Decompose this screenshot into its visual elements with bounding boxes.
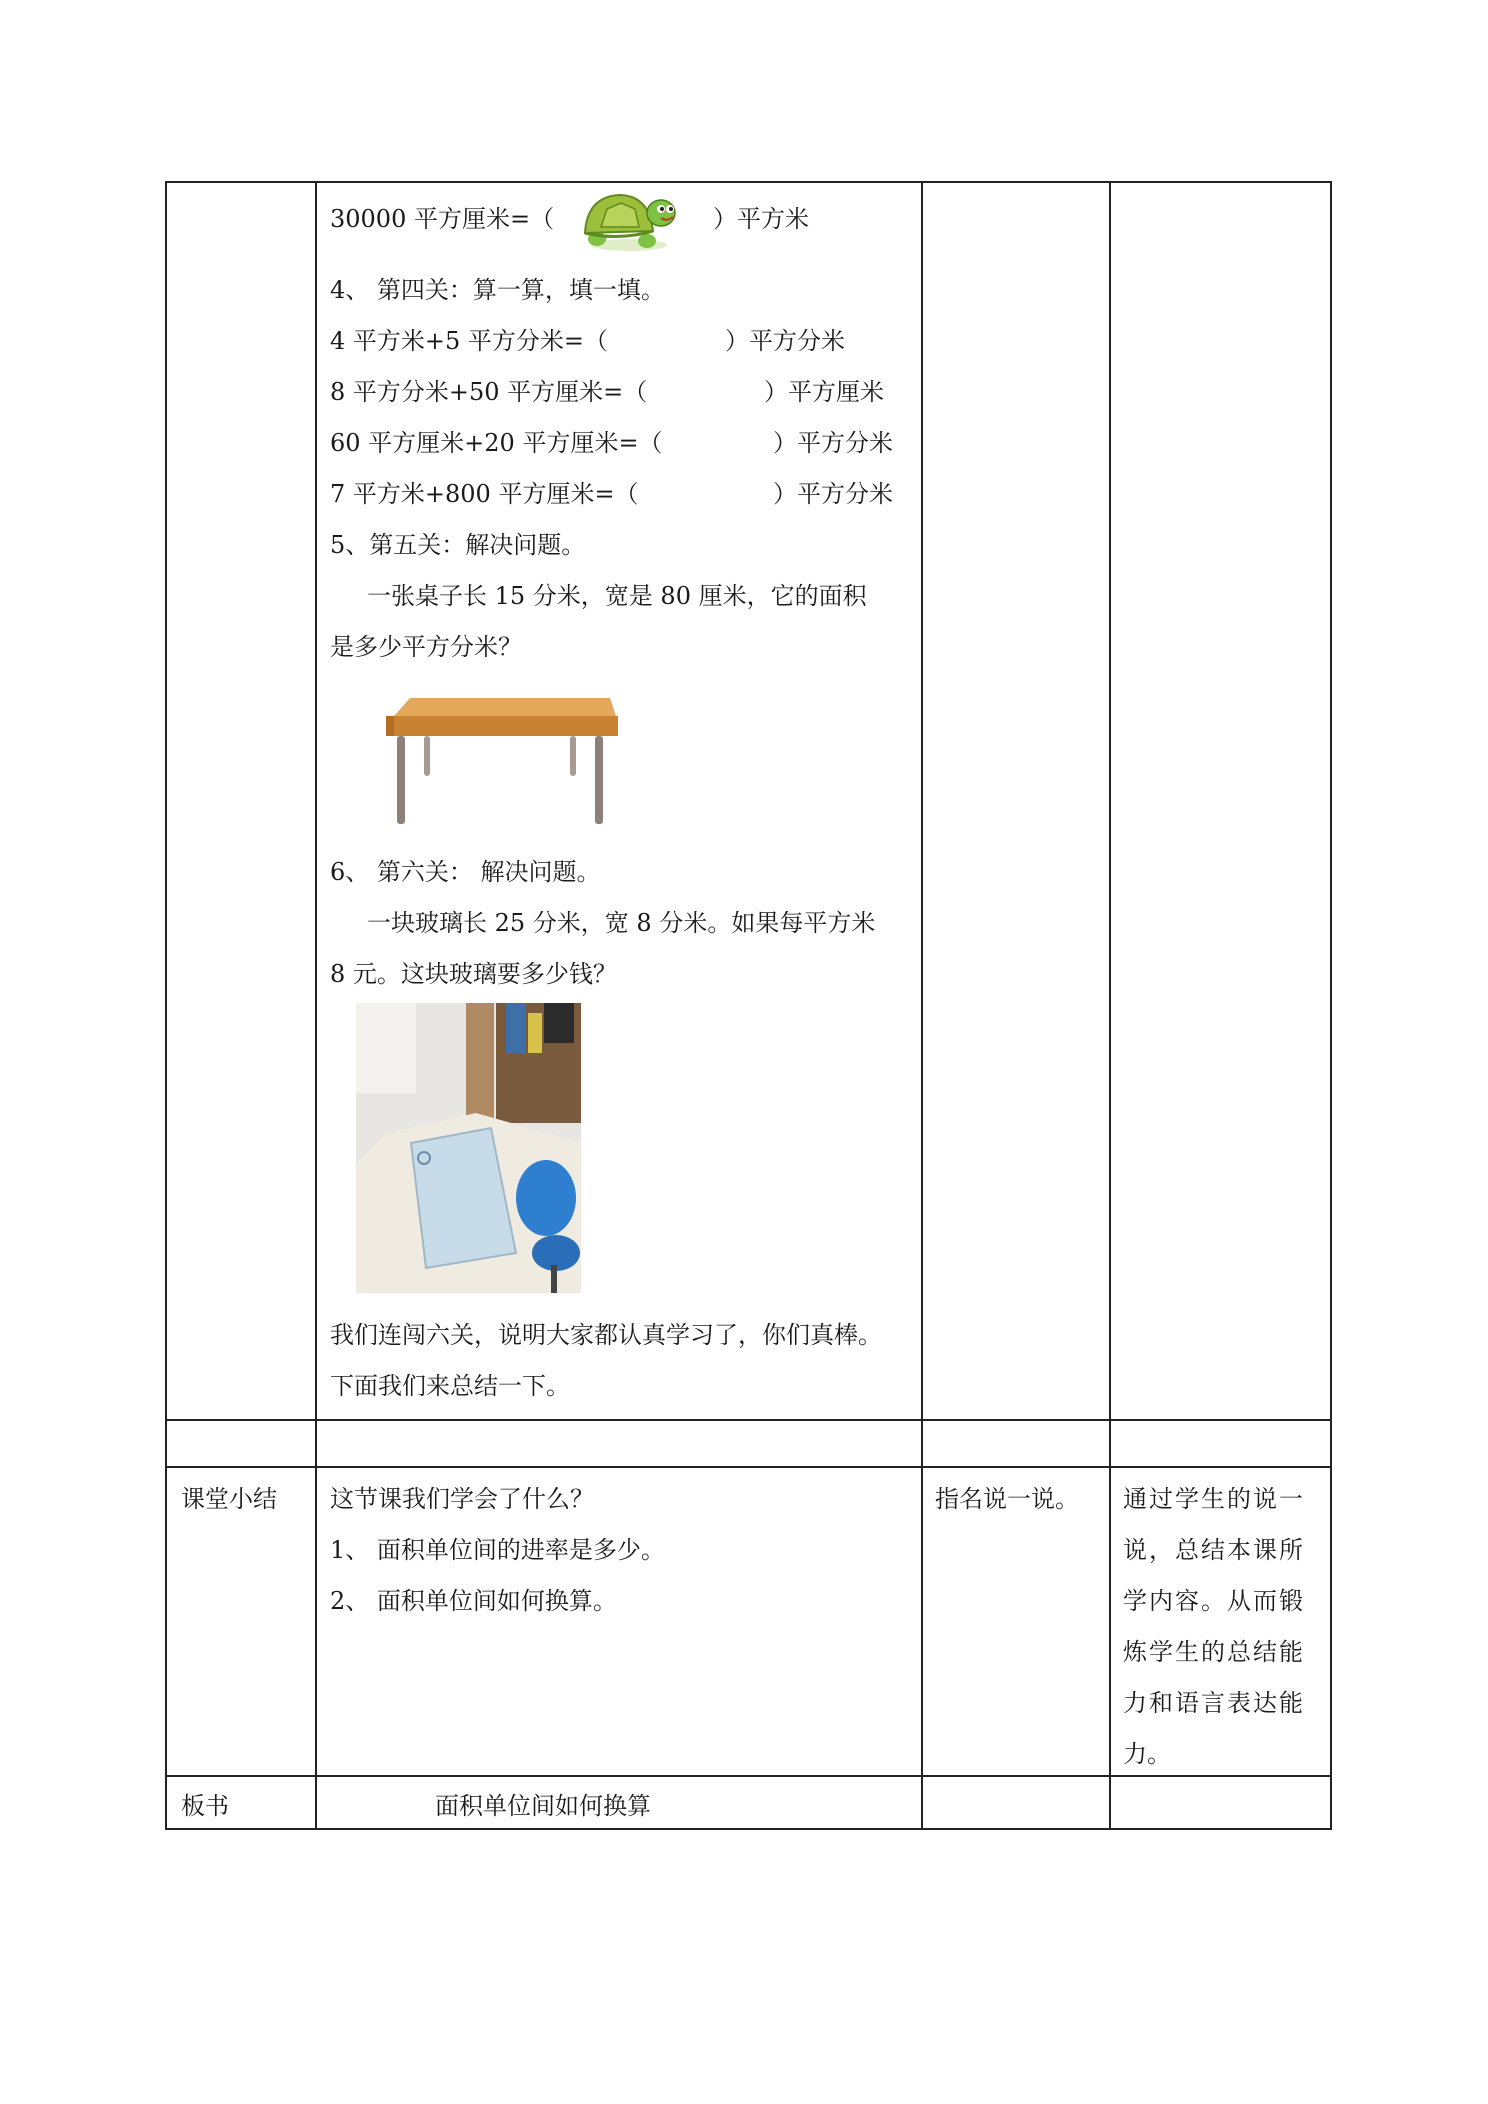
- table-border-top: [165, 181, 1332, 183]
- q5-text-line1: 一张桌子长 15 分米，宽是 80 厘米，它的面积: [367, 582, 867, 610]
- summary-intent-line-5: 力和语言表达能: [1123, 1689, 1305, 1717]
- q6-text-line2: 8 元。这块玻璃要多少钱？: [330, 960, 617, 988]
- q4-item-3-left: 60 平方厘米+20 平方厘米=（: [330, 429, 663, 457]
- summary-intent-line-3: 学内容。从而锻: [1123, 1587, 1305, 1615]
- glass-desk-photo-icon: [356, 1003, 581, 1293]
- q5-title: 5、第五关：解决问题。: [330, 531, 586, 559]
- row-divider-3: [165, 1775, 1332, 1777]
- summary-intent-line-6: 力。: [1123, 1740, 1171, 1768]
- closing-line-2: 下面我们来总结一下。: [330, 1372, 570, 1400]
- q4-item-3-right: ）平方分米: [773, 429, 893, 457]
- q4-item-1-right: ）平方分米: [725, 327, 845, 355]
- lesson-plan-table: [165, 181, 1332, 1829]
- q4-item-2-left: 8 平方分米+50 平方厘米=（: [330, 378, 648, 406]
- summary-point-2: 2、 面积单位间如何换算。: [330, 1587, 617, 1615]
- summary-label: 课堂小结: [181, 1485, 277, 1513]
- summary-student-activity: 指名说一说。: [935, 1485, 1079, 1513]
- summary-intent-line-2: 说，总结本课所: [1123, 1536, 1305, 1564]
- q3-item-left: 30000 平方厘米=（: [330, 205, 555, 233]
- table-border-left: [165, 181, 167, 1829]
- row-divider-2: [165, 1466, 1332, 1468]
- board-content: 面积单位间如何换算: [435, 1792, 651, 1820]
- q4-title: 4、 第四关：算一算，填一填。: [330, 276, 665, 304]
- column-divider-1: [315, 181, 317, 1829]
- table-border-bottom: [165, 1828, 1332, 1830]
- closing-line-1: 我们连闯六关，说明大家都认真学习了，你们真棒。: [330, 1321, 882, 1349]
- board-label: 板书: [181, 1792, 229, 1820]
- q4-item-4-right: ）平方分米: [773, 480, 893, 508]
- q6-title: 6、 第六关： 解决问题。: [330, 858, 601, 886]
- q4-item-1-left: 4 平方米+5 平方分米=（: [330, 327, 609, 355]
- column-divider-3: [1109, 181, 1111, 1829]
- q4-item-2-right: ）平方厘米: [764, 378, 884, 406]
- column-divider-2: [921, 181, 923, 1829]
- desk-illustration-icon: [380, 694, 620, 829]
- row-divider-1: [165, 1419, 1332, 1421]
- q6-text-line1: 一块玻璃长 25 分米，宽 8 分米。如果每平方米: [367, 909, 876, 937]
- q3-item-right: ）平方米: [713, 205, 809, 233]
- summary-intent-line-4: 炼学生的总结能: [1123, 1638, 1305, 1666]
- q3-item: [330, 199, 554, 234]
- q4-item-4-left: 7 平方米+800 平方厘米=（: [330, 480, 639, 508]
- summary-question: 这节课我们学会了什么？: [330, 1485, 594, 1513]
- q5-text-line2: 是多少平方分米？: [330, 633, 522, 661]
- summary-point-1: 1、 面积单位间的进率是多少。: [330, 1536, 665, 1564]
- summary-intent-line-1: 通过学生的说一: [1123, 1485, 1305, 1513]
- table-border-right: [1330, 181, 1332, 1829]
- turtle-icon: [577, 187, 677, 253]
